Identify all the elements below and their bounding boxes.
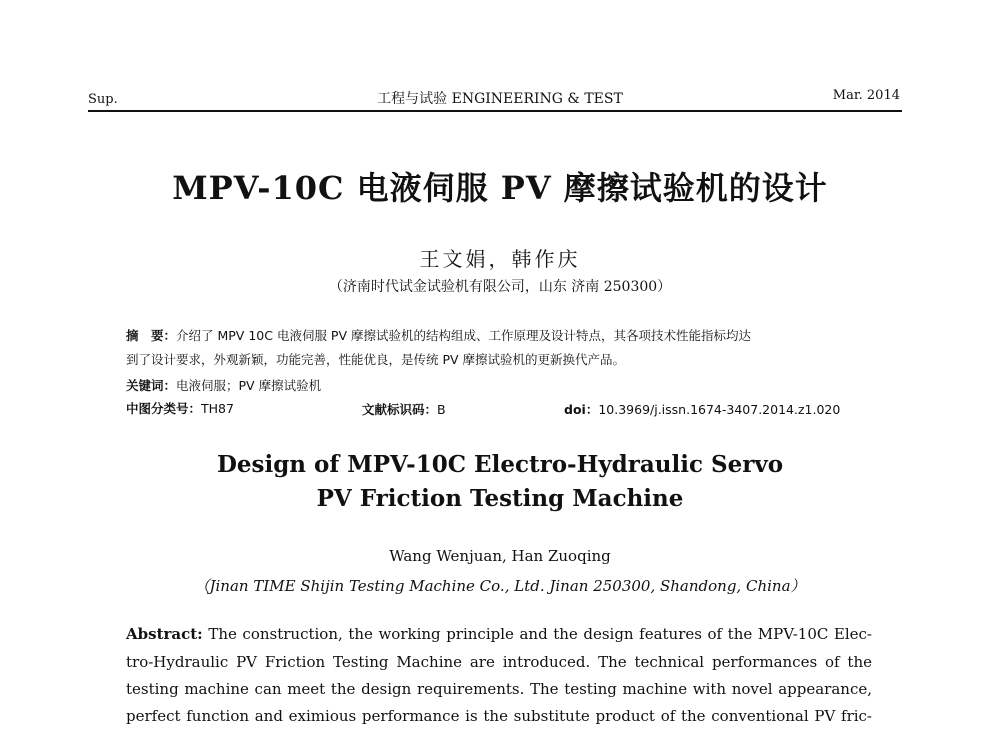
classification-label: 中图分类号：: [126, 401, 202, 416]
chinese-keywords-text: 电液伺服；PV 摩擦试验机: [176, 378, 322, 393]
english-abstract-line: tro-Hydraulic PV Friction Testing Machine are introduced. The technical performances of the: [126, 653, 872, 671]
english-affiliation: （Jinan TIME Shijin Testing Machine Co., Ltd. Jinan 250300, Shandong, China）: [194, 577, 806, 595]
chinese-title: MPV-10C 电液伺服 PV 摩擦试验机的设计: [172, 169, 828, 207]
english-title-line: PV Friction Testing Machine: [316, 485, 684, 512]
doi-label: doi：: [564, 402, 599, 417]
chinese-keywords-label: 关键词：: [126, 378, 177, 393]
chinese-abstract-text: 介绍了 MPV 10C 电液伺服 PV 摩擦试验机的结构组成、工作原理及设计特点，其各项技术性能指标均达: [176, 328, 751, 343]
english-abstract-text: The construction, the working principle and the design features of the MPV-10C Elec-: [208, 625, 872, 643]
english-abstract-line: testing machine can meet the design requirements. The testing machine with novel appearance,: [126, 680, 872, 698]
chinese-abstract-line: 到了设计要求，外观新颖，功能完善，性能优良，是传统 PV 摩擦试验机的更新换代产品。: [126, 352, 626, 367]
issue-date: Mar. 2014: [832, 88, 900, 103]
chinese-keywords: [126, 377, 321, 395]
classification-number: [126, 400, 234, 418]
chinese-abstract-line: [126, 327, 751, 345]
english-authors: Wang Wenjuan, Han Zuoqing: [389, 547, 611, 565]
journal-name: 工程与试验 ENGINEERING & TEST: [377, 91, 623, 107]
header-supplement: Sup.: [88, 92, 118, 107]
chinese-abstract-label: 摘 要：: [126, 328, 177, 343]
doi: [564, 400, 840, 418]
english-abstract-line: perfect function and eximious performance is the substitute product of the conventional PV fric-: [126, 707, 872, 725]
classification-value: TH87: [201, 401, 234, 416]
document-code-label: 文献标识码：: [362, 402, 438, 417]
document-code-value: B: [437, 402, 446, 417]
english-title-line: Design of MPV-10C Electro-Hydraulic Servo: [216, 451, 784, 478]
doi-value: 10.3969/j.issn.1674-3407.2014.z1.020: [598, 402, 841, 417]
english-abstract-line: [126, 625, 872, 643]
document-code: [362, 400, 446, 418]
chinese-affiliation: （济南时代试金试验机有限公司，山东 济南 250300）: [328, 279, 672, 295]
english-abstract-label: Abstract:: [126, 625, 203, 643]
chinese-authors: 王文娟，韩作庆: [419, 247, 581, 271]
header-divider: [88, 110, 902, 112]
